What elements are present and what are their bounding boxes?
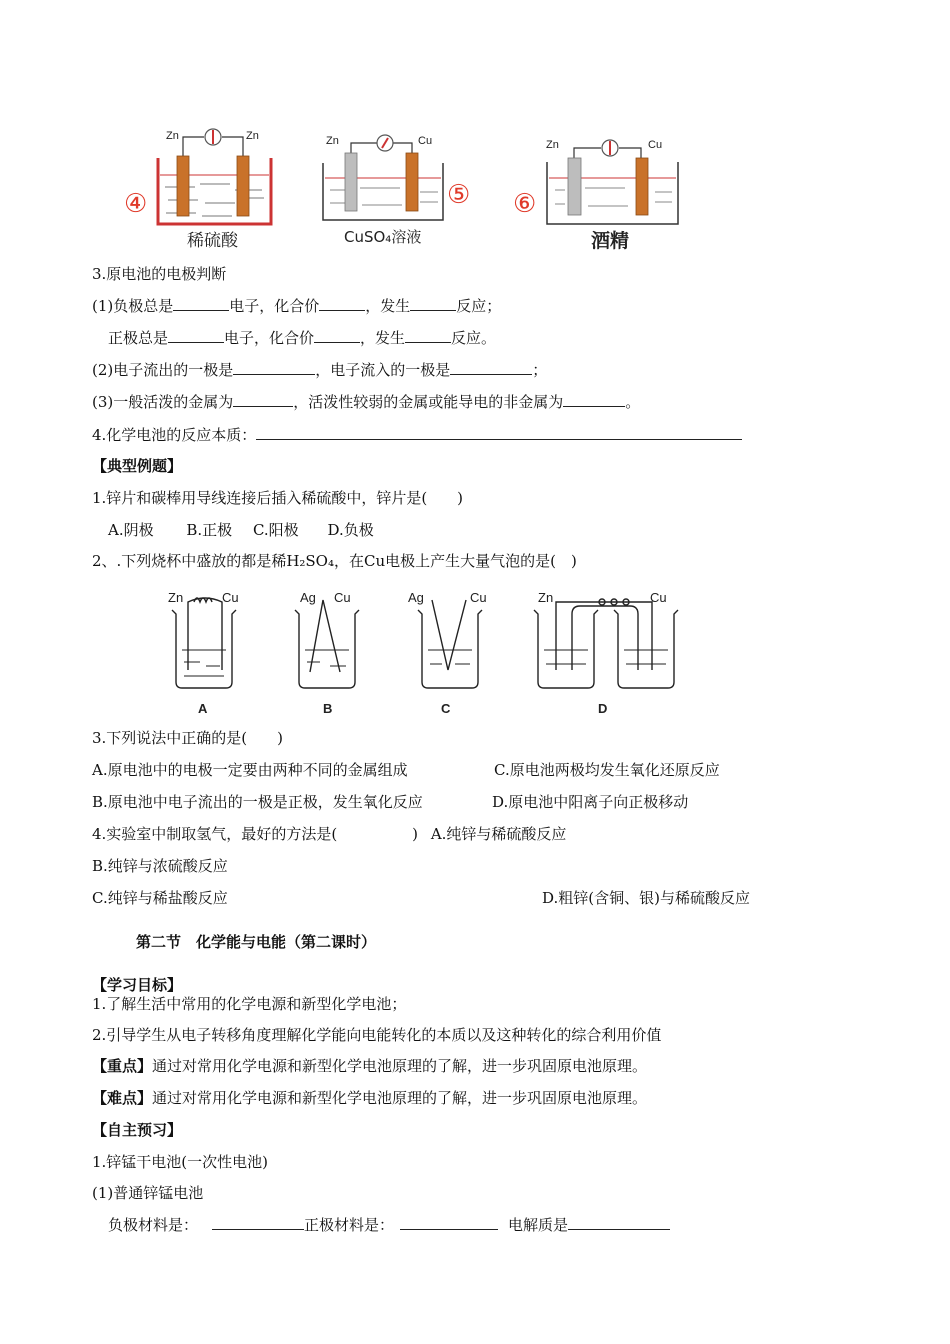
- text: ，活泼性较弱的金属或能导电的非金属为: [293, 393, 564, 411]
- electrode-right-label: Cu: [418, 135, 433, 147]
- text: (3)一般活泼的金属为: [92, 393, 234, 411]
- option-c[interactable]: C.阳极: [252, 521, 299, 539]
- question-2: 2、.下列烧杯中盛放的都是稀H₂SO₄，在Cu电极上产生大量气泡的是( ): [92, 552, 577, 570]
- goals-header: 【学习目标】: [92, 976, 183, 994]
- text: ，电子流入的一极是: [315, 361, 451, 379]
- electrode-right-label: Cu: [470, 590, 487, 605]
- text: 电子，化合价: [224, 329, 315, 347]
- cell-number: ④: [124, 189, 148, 219]
- goal-1: 1.了解生活中常用的化学电源和新型化学电池；: [92, 995, 407, 1013]
- text: 正极总是: [108, 329, 169, 347]
- text: 反应。: [451, 329, 497, 347]
- electrode-right-label: Cu: [334, 590, 351, 605]
- electrode-left-label: Zn: [166, 130, 179, 142]
- answer-blank[interactable]: [168, 328, 224, 343]
- question-4-text: 4.实验室中制取氢气，最好的方法是( ): [92, 825, 419, 843]
- key-text: 通过对常用化学电源和新型化学电池原理的了解，进一步巩固原电池原理。: [152, 1057, 648, 1075]
- question-4-option-a[interactable]: A.纯锌与稀硫酸反应: [430, 825, 567, 843]
- cell-5: [323, 135, 470, 246]
- text: 。: [625, 393, 641, 411]
- answer-blank[interactable]: [173, 296, 229, 311]
- examples-header: 【典型例题】: [92, 457, 183, 475]
- preview-item-2: (1)普通锌锰电池: [92, 1184, 204, 1202]
- cell-4: [124, 129, 271, 251]
- text: 正极材料是：: [304, 1216, 395, 1234]
- text: (2)电子流出的一极是: [92, 361, 234, 379]
- electrode-left-label: Zn: [326, 135, 339, 147]
- beaker-caption: A: [198, 701, 208, 716]
- figure-galvanic-cells: [0, 0, 950, 260]
- question-4-option-b[interactable]: B.纯锌与浓硫酸反应: [92, 857, 228, 875]
- answer-blank[interactable]: [319, 296, 365, 311]
- cell-caption: 酒精: [591, 230, 630, 252]
- beaker-c: [418, 600, 482, 688]
- beaker-labels: [168, 590, 667, 716]
- key-label: 【重点】: [92, 1057, 153, 1075]
- answer-blank[interactable]: [400, 1215, 498, 1230]
- electrode-left-label: Zn: [546, 139, 559, 151]
- answer-blank[interactable]: [256, 425, 742, 440]
- question-3-option-d[interactable]: D.原电池中阳离子向正极移动: [492, 793, 689, 811]
- text: 4.化学电池的反应本质：: [92, 426, 257, 444]
- beaker-b: [295, 600, 359, 688]
- difficult-point: [92, 1088, 647, 1108]
- question-1-options: [108, 520, 374, 540]
- section-title: 第二节 化学能与电能（第二课时）: [136, 933, 377, 951]
- difficult-label: 【难点】: [92, 1089, 153, 1107]
- option-a[interactable]: A.阴极: [108, 521, 154, 539]
- preview-item-3: [108, 1215, 670, 1235]
- electrode-left-label: Ag: [408, 590, 424, 605]
- electrode-left-label: Zn: [168, 590, 184, 605]
- question-3-option-b[interactable]: B.原电池中电子流出的一极是正极，发生氧化反应: [92, 793, 423, 811]
- beaker-caption: C: [441, 701, 451, 716]
- metal-activity-line: [92, 392, 640, 412]
- answer-blank[interactable]: [212, 1215, 304, 1230]
- electrode-right-label: Cu: [648, 139, 663, 151]
- option-d[interactable]: D.负极: [327, 521, 374, 539]
- text: 反应；: [456, 297, 502, 315]
- figure-beakers: [0, 580, 950, 730]
- answer-blank[interactable]: [405, 328, 451, 343]
- section-4-line: [92, 425, 742, 445]
- electrode-rule-negative: [92, 296, 501, 316]
- question-4: [92, 824, 566, 844]
- beaker-caption: D: [598, 701, 608, 716]
- text: 负极材料是：: [108, 1216, 199, 1234]
- cell-caption: CuSO₄溶液: [344, 228, 422, 246]
- beaker-caption: B: [323, 701, 333, 716]
- answer-blank[interactable]: [233, 360, 315, 375]
- section-3-title: 3.原电池的电极判断: [92, 265, 227, 283]
- answer-blank[interactable]: [450, 360, 532, 375]
- answer-blank[interactable]: [568, 1215, 670, 1230]
- question-3-option-a[interactable]: A.原电池中的电极一定要由两种不同的金属组成: [92, 761, 408, 779]
- question-4-option-c[interactable]: C.纯锌与稀盐酸反应: [92, 889, 228, 907]
- answer-blank[interactable]: [314, 328, 360, 343]
- text: (1)负极总是: [92, 297, 174, 315]
- goal-2: 2.引导学生从电子转移角度理解化学能向电能转化的本质以及这种转化的综合利用价值: [92, 1026, 662, 1044]
- question-4-option-d[interactable]: D.粗锌(含铜、银)与稀硫酸反应: [542, 889, 750, 907]
- question-3: 3.下列说法中正确的是( ): [92, 729, 284, 747]
- cell-6: [513, 139, 678, 252]
- electrode-right-label: Cu: [222, 590, 239, 605]
- cell-number: ⑤: [447, 180, 471, 210]
- text: 电解质是: [508, 1216, 569, 1234]
- cell-number: ⑥: [513, 189, 537, 219]
- text: ，发生: [365, 297, 411, 315]
- beaker-d: [534, 599, 678, 688]
- electrode-left-label: Ag: [300, 590, 316, 605]
- text: 电子，化合价: [229, 297, 320, 315]
- electrode-right-label: Zn: [246, 130, 259, 142]
- electron-flow-line: [92, 360, 547, 380]
- answer-blank[interactable]: [563, 392, 625, 407]
- question-3-option-c[interactable]: C.原电池两极均发生氧化还原反应: [494, 761, 720, 779]
- answer-blank[interactable]: [410, 296, 456, 311]
- difficult-text: 通过对常用化学电源和新型化学电池原理的了解，进一步巩固原电池原理。: [152, 1089, 648, 1107]
- answer-blank[interactable]: [233, 392, 293, 407]
- text: ；: [532, 361, 548, 379]
- preview-header: 【自主预习】: [92, 1121, 183, 1139]
- question-1: 1.锌片和碳棒用导线连接后插入稀硫酸中，锌片是( ): [92, 489, 464, 507]
- key-point: [92, 1056, 647, 1076]
- electrode-rule-positive: [108, 328, 496, 348]
- option-b[interactable]: B.正极: [186, 521, 233, 539]
- beaker-a: [172, 598, 236, 688]
- text: ，发生: [360, 329, 406, 347]
- electrode-right-label: Cu: [650, 590, 667, 605]
- cell-caption: 稀硫酸: [187, 231, 238, 251]
- preview-item-1: 1.锌锰干电池(一次性电池): [92, 1153, 269, 1171]
- electrode-left-label: Zn: [538, 590, 554, 605]
